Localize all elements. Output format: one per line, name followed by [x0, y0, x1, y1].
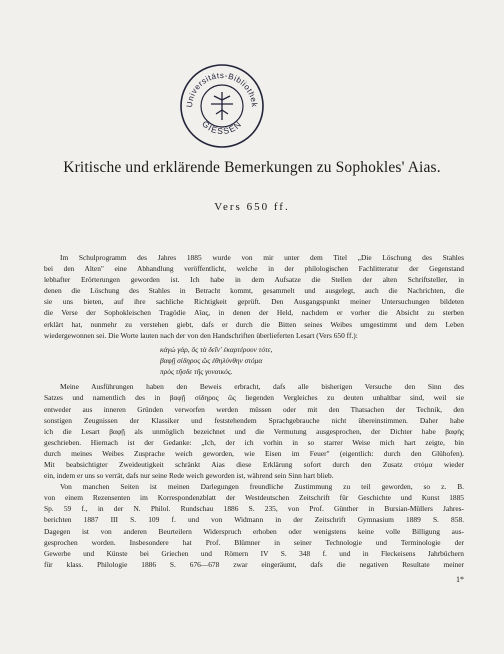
text-line: ein, indem er uns so verrät, dafs nur seine Rede weich geworden ist, während sein Sinn hart blieb.: [44, 471, 334, 481]
text-line: Gewerbe und Künste bei Griechen und Römern IV S. 348 f. und in Fleckeisens Jahrbüchern: [44, 548, 464, 558]
text-line: die Verse der Sophokleischen Tragödie Αἴας, in denen der Held, nachdem er vorher die Absicht zu sterben: [44, 308, 464, 318]
text-line: von einem Rezensenten im Korrespondenzblatt der Westdeutschen Zeitschrift für Geschichte und Kunst 1885: [44, 493, 464, 503]
verse-line: κἀγὼ γάρ, ὃς τὰ δεῖν' ἐκαρτέρουν τότε,: [160, 344, 273, 354]
document-body: [44, 252, 464, 570]
text-line: wiedergewonnen sei. Die Worte lauten nach der von den Handschriften überlieferten Lesart (Vers 650 ff.):: [44, 330, 358, 340]
page-title: Kritische und erklärende Bemerkungen zu Sophokles' Aias.: [63, 159, 441, 176]
paragraph-1: [44, 252, 464, 341]
text-line: Im Schulprogramm des Jahres 1885 wurde von mir unter dem Titel „Die Löschung des Stahles: [60, 253, 464, 262]
text-line: entweder aus inneren Gründen verworfen werden müssen oder mit den Thatsachen der Technik, den: [44, 404, 464, 414]
text-line: Dagegen ist von anderen Beurteilern Widerspruch erhoben oder wenigstens keine volle Billigung aus-: [44, 526, 464, 536]
paragraph-3: [44, 481, 464, 570]
text-line: lebhafter Erörterungen geworden ist. Ich habe in dem Aufsatze die Stellen der alten Schriftsteller, in: [44, 275, 464, 285]
text-line: sonstigen Zeugnissen der Klassiker und feststehendem Sprachgebrauche nicht übereinstimmen. Daher habe: [44, 415, 464, 425]
text-line: gesprochen worden. Insbesondere hat Prof. Blümner in seiner Technologie und Terminologie der: [44, 537, 464, 547]
printer-signature-mark: 1*: [456, 575, 464, 584]
page-subtitle: Vers 650 ff.: [214, 201, 290, 213]
greek-verse-quote: [160, 344, 464, 378]
text-line: durch meines Weibes Zusprache weich geworden, wie Eisen im Feuer" (eigentlich: durch den Glühofen).: [44, 448, 464, 458]
library-stamp-seal: [178, 62, 266, 150]
text-line: ich die Lesart βαφῇ als unmöglich bezeichnet und die Vermutung ausgesprochen, der Dichter habe βαφὴς: [44, 426, 464, 436]
verse-line: πρὸς τῆσδε τῆς γυναικός.: [160, 367, 233, 377]
text-line: Von manchen Seiten ist meinen Darlegungen freundliche Zustimmung zu teil geworden, so z. B.: [60, 482, 464, 492]
text-line: Satzes und namentlich des in βαφῇ σίδηρος ὥς liegenden Vergleiches zu deuten unhaltbar sind, weil sie: [44, 393, 464, 403]
library-stamp: [178, 62, 266, 150]
text-line: erklärt hat, nunmehr zu verstehen giebt, dafs er durch die Bitten seines Weibes umgestimmt und dem Leben: [44, 319, 464, 329]
text-line: denen die Löschung des Stahles in Betracht kommt, gesammelt und ausgelegt, auch die Nachrichten, die: [44, 286, 464, 296]
verse-line: βαφῇ σίδηρος ὣς ἐθηλύνθην στόμα: [160, 355, 263, 365]
text-line: Mit beabsichtigter Zweideutigkeit schränkt Aias diese Erklärung sofort durch den Zusatz στόμα wieder: [44, 460, 464, 470]
text-line: Sp. 59 f., in der N. Philol. Rundschau 1886 S. 235, von Prof. Günther in Bursian-Müllers Jahres-: [44, 504, 464, 514]
text-line: Meine Ausführungen haben den Beweis erbracht, dafs alle bisherigen Versuche den Sinn des: [60, 382, 464, 392]
text-line: sie uns bieten, auf ihre sachliche Richtigkeit geprüft. Den Ausgangspunkt meiner Untersuchungen bildeten: [44, 297, 464, 307]
svg-text:Universitäts-Bibliothek: Universitäts-Bibliothek: [184, 70, 260, 108]
text-line: berichten 1887 III S. 109 f. und von Widmann in der Zeitschrift Gymnasium 1889 S. 858.: [44, 515, 464, 525]
text-line: bei den Alten" eine Abhandlung veröffentlicht, welche in der philologischen Fachlitteratur der Gegenstand: [44, 264, 464, 274]
text-line: für klass. Philologie 1886 S. 676—678 zwar eingeräumt, dafs die negativen Resultate meiner: [44, 559, 464, 569]
text-line: geschrieben. Hiernach ist der Gedanke: „Ich, der ich vorhin in so starrer Weise mich hart zeigte, bin: [44, 437, 464, 447]
paragraph-2: [44, 381, 464, 481]
svg-text:GIESSEN: GIESSEN: [200, 118, 244, 137]
